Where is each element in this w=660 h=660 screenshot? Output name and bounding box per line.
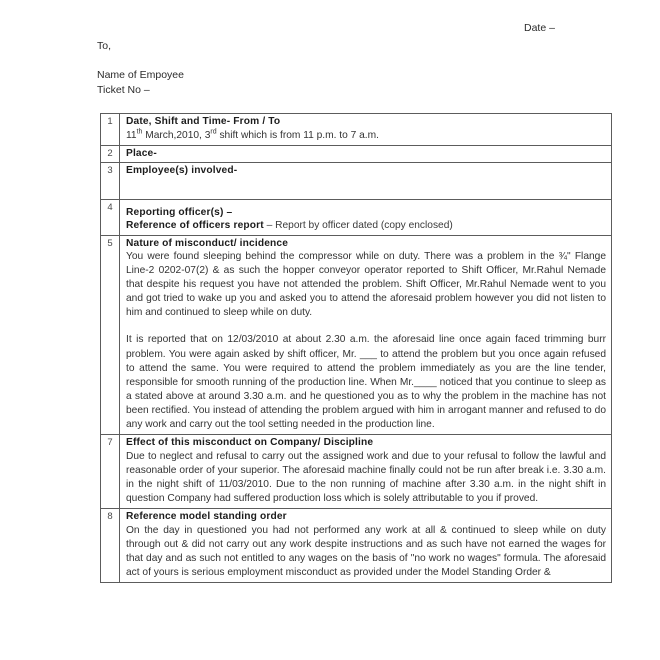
table-row (101, 509, 612, 583)
row-heading: Employee(s) involved- (126, 165, 238, 176)
row-number: 3 (101, 163, 120, 200)
row-content (120, 509, 612, 583)
row-paragraph: On the day in questioned you had not performed any work at all & continued to sleep while on duty through out & did not carry out any work despite instructions and as such have not earned the wages for that day and as such not entitled to any wages on the basis of "no work no wages" formula. The aforesaid act of yours is serious employment misconduct as provided under the Model Standing Order & (126, 524, 606, 578)
addressee-block (97, 68, 184, 98)
row-content (120, 199, 612, 235)
ordinal-suffix: th (136, 128, 143, 136)
table-row (101, 235, 612, 435)
date-label: Date – (524, 22, 555, 34)
row-heading: Reporting officer(s) – (126, 206, 233, 218)
row-number: 5 (101, 235, 120, 435)
row-heading: Date, Shift and Time- From / To (126, 116, 281, 127)
row-number: 1 (101, 114, 120, 146)
ticket-number-label: Ticket No – (97, 84, 150, 96)
row-content (120, 235, 612, 435)
row-content (120, 114, 612, 146)
row-heading: Effect of this misconduct on Company/ Discipline (126, 437, 374, 449)
table-row (101, 163, 612, 200)
row-heading: Reference model standing order (126, 511, 287, 522)
row-paragraph: It is reported that on 12/03/2010 at about 2.30 a.m. the aforesaid line once again faced trimming burr problem. You were again asked by shift officer, Mr. ___ to attend the problem but you once again refused to attend the same. You were required to attend the problem immediately as you are the line tender, responsible for smooth running of the production line. When Mr.____ noticed that you continue to sleep as a stated above at around 3.30 a.m. and he questioned you as to why the problem in the machine has not been rectified. You instead of attending the problem argued with him in arrogant manner and refused to do any work and carry out the tool setting needed in the production line. (126, 334, 606, 431)
blank-fill-area (126, 178, 606, 197)
row-subheading-tail: – Report by officer dated (copy enclosed) (263, 220, 453, 231)
row-heading: Place- (126, 147, 157, 159)
row-content (120, 145, 612, 163)
to-label: To, (97, 40, 112, 52)
row-number: 4 (101, 199, 120, 235)
employee-name-label: Name of Empoyee (97, 69, 184, 81)
table-row (101, 435, 612, 509)
row-number: 2 (101, 145, 120, 163)
row-value: 11th March,2010, 3rd shift which is from 11 p.m. to 7 a.m. (126, 128, 379, 141)
row-content (120, 163, 612, 200)
table-row (101, 145, 612, 163)
row-content (120, 435, 612, 509)
row-heading: Nature of misconduct/ incidence (126, 237, 289, 249)
incident-report-table (100, 113, 612, 583)
ordinal-suffix: rd (210, 128, 217, 136)
row-subheading: Reference of officers report – Report by officer dated (copy enclosed) (126, 220, 453, 231)
table-row (101, 114, 612, 146)
row-number: 7 (101, 435, 120, 509)
row-paragraph: You were found sleeping behind the compressor while on duty. There was a problem in the ¾" Flange Line-2 0202-07(2) & as such the hopper conveyor operator reported to Shift Officer, Mr.Rahul Nemade that despite his request you have not attended the problem. Shift Officer, Mr.Rahul Nemade went to you and got tried to wake up you and asked you to attend the aforesaid problem however you did not listen to him and continued to sleep while on duty. (126, 251, 606, 319)
table-row (101, 199, 612, 235)
row-paragraph: Due to neglect and refusal to carry out the assigned work and due to your refusal to follow the lawful and reasonable order of your superior. The aforesaid machine finally could not be run after break i.e. 3.30 a.m. in the night shift of 11/03/2010. Due to the non running of machine after 3.30 a.m. in the night shift in question Company had suffered production loss which is solely attributable to you if proved. (126, 450, 606, 504)
row-number: 8 (101, 509, 120, 583)
